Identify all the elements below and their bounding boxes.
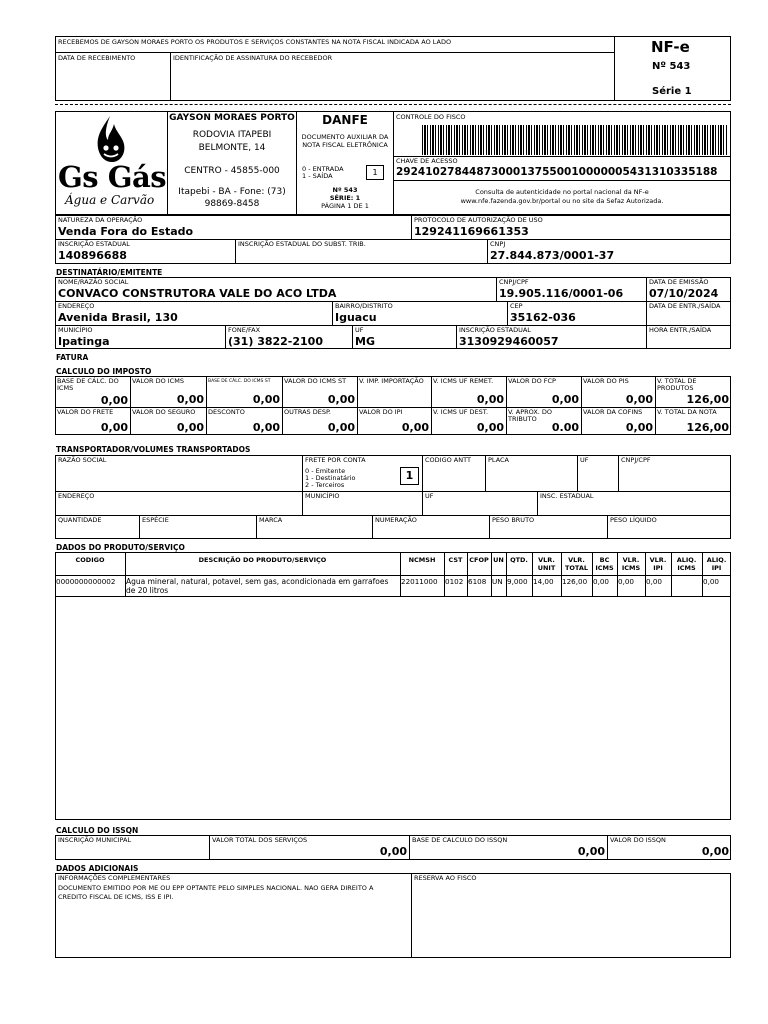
issqn-valor-label: VALOR DO ISSQN <box>610 836 666 844</box>
imposto-label: V. IMP. IMPORTAÇÃO <box>359 377 424 385</box>
info-label: INFORMAÇÕES COMPLEMENTARES <box>58 874 171 882</box>
natureza-value: Venda Fora do Estado <box>58 225 194 238</box>
transp-marca-label: MARCA <box>259 516 283 524</box>
ie-value: 140896688 <box>58 249 127 262</box>
danfe-tipo: 1 <box>366 165 384 180</box>
danfe-numero: Nº 543 <box>332 186 358 194</box>
imposto-label: VALOR DO FCP <box>508 377 556 385</box>
dest-emissao: 07/10/2024 <box>649 287 719 300</box>
danfe-saida: 1 - SAÍDA <box>302 172 333 180</box>
transporte-box <box>55 455 731 539</box>
dest-fone: (31) 3822-2100 <box>228 335 323 348</box>
produto-cell: 0,00 <box>646 577 663 586</box>
transp-razao-label: RAZÃO SOCIAL <box>58 456 107 464</box>
produto-cell: 0,00 <box>703 577 720 586</box>
dest-uf-label: UF <box>355 326 364 334</box>
flame-logo-icon <box>92 114 128 164</box>
canhoto-serie: Série 1 <box>652 86 692 97</box>
emitente-fone2: 98869-8458 <box>204 199 260 209</box>
dest-cnpj-label: CNPJ/CPF <box>499 278 529 286</box>
produto-header: CFOP <box>469 556 489 564</box>
imposto-label: VALOR DO ICMS <box>132 377 184 385</box>
produto-header: VLR. TOTAL <box>564 556 589 572</box>
transp-municipio-label: MUNICÍPIO <box>305 492 340 500</box>
frete-opt-destinatario: 1 - Destinatário <box>305 474 356 482</box>
data-recebimento-label: DATA DE RECEBIMENTO <box>58 54 136 62</box>
produto-header: BC ICMS <box>595 556 614 572</box>
imposto-label: V. TOTAL DA NOTA <box>657 408 717 416</box>
produto-cell: Agua mineral, natural, potavel, sem gas, acondicionada em garrafoes de 20 litros <box>126 577 389 595</box>
imposto-value: 0,00 <box>252 393 280 406</box>
frete-opt-emitente: 0 - Emitente <box>305 467 346 475</box>
produto-header: ALIQ. IPI <box>706 556 727 572</box>
danfe-desc: DOCUMENTO AUXILIAR DA NOTA FISCAL ELETRÔNICA <box>301 133 389 149</box>
imposto-value: 0,00 <box>176 393 204 406</box>
imposto-value: 0,00 <box>252 421 280 434</box>
imposto-value: 0,00 <box>476 421 504 434</box>
transp-cnpj-label: CNPJ/CPF <box>621 456 651 464</box>
issqn-total-label: VALOR TOTAL DOS SERVIÇOS <box>212 836 308 844</box>
transp-frete-label: FRETE POR CONTA <box>305 456 366 464</box>
dest-bairro-label: BAIRRO/DISTRITO <box>335 302 393 310</box>
assinatura-label: IDENTIFICAÇÃO DE ASSINATURA DO RECEBEDOR <box>173 54 333 62</box>
logo-subtext: Água e Carvão <box>65 193 155 207</box>
chave-acesso: 29241027844873000137550010000005431310335188 <box>396 166 718 178</box>
transp-endereco-label: ENDEREÇO <box>58 492 95 500</box>
fatura-section: FATURA <box>56 353 89 362</box>
barcode-icon <box>422 125 728 155</box>
emitente-endereco1: RODOVIA ITAPEBI <box>192 130 272 140</box>
reserva-label: RESERVA AO FISCO <box>414 874 477 882</box>
dest-ie-label: INSCRIÇÃO ESTADUAL <box>459 326 531 334</box>
danfe-title: DANFE <box>322 113 368 127</box>
produto-cell: 0000000000002 <box>56 577 116 586</box>
canhoto-numero: Nº 543 <box>652 61 691 72</box>
imposto-value: 0,00 <box>327 421 355 434</box>
dest-nome-label: NOME/RAZÃO SOCIAL <box>58 278 129 286</box>
emitente-bairro-cep: CENTRO - 45855-000 <box>184 166 280 176</box>
danfe-pagina: PÁGINA 1 DE 1 <box>321 202 369 210</box>
dest-emissao-label: DATA DE EMISSÃO <box>649 278 709 286</box>
adicionais-section: DADOS ADICIONAIS <box>56 864 139 873</box>
canhoto-nfe: NF-e <box>651 38 690 56</box>
info-line1: DOCUMENTO EMITIDO POR ME OU EPP OPTANTE PELO SIMPLES NACIONAL. NAO GERA DIREITO A <box>58 884 374 892</box>
protocolo-label: PROTOCOLO DE AUTORIZAÇÃO DE USO <box>414 216 543 224</box>
transp-qtd-label: QUANTIDADE <box>58 516 102 524</box>
chave-label: CHAVE DE ACESSO <box>396 157 458 165</box>
produto-header: NCMSH <box>408 556 436 564</box>
dest-uf: MG <box>355 335 375 348</box>
produto-header: DESCRIÇÃO DO PRODUTO/SERVIÇO <box>198 556 327 564</box>
transp-antt-label: CODIGO ANTT <box>425 456 471 464</box>
imposto-label: V. ICMS UF REMET. <box>433 377 494 385</box>
imposto-value: 0,00 <box>625 393 653 406</box>
consulta-line1: Consulta de autenticidade no portal nacional da NF-e <box>475 188 649 196</box>
produto-cell: UN <box>492 577 503 586</box>
natureza-label: NATUREZA DA OPERAÇÃO <box>58 216 143 224</box>
canhoto-recebemos: RECEBEMOS DE GAYSON MORAES PORTO OS PRODUTOS E SERVIÇOS CONSTANTES NA NOTA FISCAL INDICADA AO LADO <box>58 38 452 46</box>
issqn-base-label: BASE DE CALCULO DO ISSQN <box>412 836 508 844</box>
emitente-endereco2: BELMONTE, 14 <box>198 143 266 153</box>
produto-cell: 126,00 <box>562 577 588 586</box>
imposto-label: OUTRAS DESP. <box>284 408 331 416</box>
dest-cep-label: CEP <box>510 302 523 310</box>
transp-especie-label: ESPÉCIE <box>142 516 169 524</box>
transp-uf2-label: UF <box>425 492 434 500</box>
issqn-im-label: INSCRIÇÃO MUNICIPAL <box>58 836 132 844</box>
produto-cell: 22011000 <box>401 577 438 586</box>
emitente-cidade-fone: Itapebi - BA - Fone: (73) <box>178 187 286 197</box>
emitente-nome: GAYSON MORAES PORTO <box>169 113 295 123</box>
produto-cell: 14,00 <box>533 577 554 586</box>
transp-uf-label: UF <box>580 456 589 464</box>
protocolo-value: 129241169661353 <box>414 225 529 238</box>
imposto-label: V. TOTAL DE PRODUTOS <box>657 377 697 392</box>
imposto-value: 0,00 <box>625 421 653 434</box>
imposto-label: V. APROX. DO TRIBUTO <box>508 408 553 423</box>
produto-cell: 0,00 <box>593 577 610 586</box>
ie-st-label: INSCRIÇÃO ESTADUAL DO SUBST. TRIB. <box>238 240 366 248</box>
dest-endereco: Avenida Brasil, 130 <box>58 311 178 324</box>
dest-hora-label: HORA ENTR./SAÍDA <box>649 326 712 334</box>
produto-header: ALIQ. ICMS <box>676 556 697 572</box>
transp-placa-label: PLACA <box>488 456 510 464</box>
dest-cep: 35162-036 <box>510 311 576 324</box>
imposto-value: 0,00 <box>476 393 504 406</box>
imposto-value: 0,00 <box>327 393 355 406</box>
destinatario-section: DESTINATÁRIO/EMITENTE <box>56 268 163 277</box>
produtos-section: DADOS DO PRODUTO/SERVIÇO <box>56 543 185 552</box>
cnpj-label: CNPJ <box>490 240 506 248</box>
imposto-value: 126,00 <box>686 393 729 406</box>
issqn-valor: 0,00 <box>701 845 729 858</box>
imposto-section: CALCULO DO IMPOSTO <box>56 367 152 376</box>
dest-ie: 3130929460057 <box>459 335 559 348</box>
imposto-value: 0,00 <box>401 421 429 434</box>
dest-nome: CONVACO CONSTRUTORA VALE DO ACO LTDA <box>58 287 337 300</box>
imposto-value: 126,00 <box>686 421 729 434</box>
produto-header: VLR. IPI <box>649 556 667 572</box>
imposto-label: VALOR DO ICMS ST <box>284 377 347 385</box>
transp-numeracao-label: NUMERAÇÃO <box>375 516 417 524</box>
imposto-value: 0,00 <box>176 421 204 434</box>
produto-header: QTD. <box>510 556 528 564</box>
produto-cell: 0,00 <box>618 577 635 586</box>
produto-cell: 9,000 <box>507 577 528 586</box>
imposto-label: VALOR DO IPI <box>359 408 403 416</box>
produto-cell: 6108 <box>468 577 487 586</box>
dest-municipio: Ipatinga <box>58 335 110 348</box>
produto-header: UN <box>493 556 504 564</box>
produto-header: VLR. ICMS <box>621 556 641 572</box>
dest-fone-label: FONE/FAX <box>228 326 261 334</box>
imposto-label: VALOR DO FRETE <box>57 408 114 416</box>
info-line2: CREDITO FISCAL DE ICMS, ISS E IPI. <box>58 893 174 901</box>
imposto-label: VALOR DA COFINS <box>583 408 643 416</box>
frete-value: 1 <box>400 467 419 485</box>
imposto-label: BASE DE CÁLC. DO ICMS ST <box>208 379 271 384</box>
produto-header: VLR. UNIT <box>537 556 556 572</box>
danfe-entrada: 0 - ENTRADA <box>302 165 344 173</box>
ie-label: INSCRIÇÃO ESTADUAL <box>58 240 130 248</box>
issqn-total: 0,00 <box>379 845 407 858</box>
frete-opt-terceiros: 2 - Terceiros <box>305 481 345 489</box>
transporte-section: TRANSPORTADOR/VOLUMES TRANSPORTADOS <box>56 445 251 454</box>
dest-municipio-label: MUNICÍPIO <box>58 326 93 334</box>
produto-header: CST <box>448 556 463 564</box>
imposto-label: V. ICMS UF DEST. <box>433 408 489 416</box>
controle-fisco-label: CONTROLE DO FISCO <box>396 113 466 121</box>
logo-text: Gs Gás <box>58 160 167 194</box>
cnpj-value: 27.844.873/0001-37 <box>490 249 615 262</box>
produto-cell: 0102 <box>445 577 464 586</box>
imposto-label: BASE DE CÁLC. DO ICMS <box>57 377 119 392</box>
produto-header: CODIGO <box>75 556 105 564</box>
transp-liquido-label: PESO LÍQUIDO <box>610 516 657 524</box>
imposto-label: VALOR DO SEGURO <box>132 408 196 416</box>
imposto-value: 0.00 <box>551 421 579 434</box>
transp-bruto-label: PESO BRUTO <box>492 516 535 524</box>
issqn-base: 0,00 <box>577 845 605 858</box>
transp-insc-label: INSC. ESTADUAL <box>540 492 594 500</box>
dest-endereco-label: ENDEREÇO <box>58 302 95 310</box>
danfe-serie: SÉRIE: 1 <box>329 194 361 202</box>
imposto-value: 0,00 <box>551 393 579 406</box>
imposto-label: DESCONTO <box>208 408 245 416</box>
dest-cnpj: 19.905.116/0001-06 <box>499 287 624 300</box>
cut-line <box>55 104 731 105</box>
imposto-label: VALOR DO PIS <box>583 377 629 385</box>
dest-entrada-label: DATA DE ENTR./SAÍDA <box>649 302 721 310</box>
dest-bairro: Iguacu <box>335 311 377 324</box>
consulta-line2: www.nfe.fazenda.gov.br/portal ou no site da Sefaz Autorizada. <box>460 197 664 205</box>
issqn-section: CALCULO DO ISSQN <box>56 826 139 835</box>
imposto-value: 0,00 <box>100 421 128 434</box>
imposto-value: 0,00 <box>100 394 128 407</box>
